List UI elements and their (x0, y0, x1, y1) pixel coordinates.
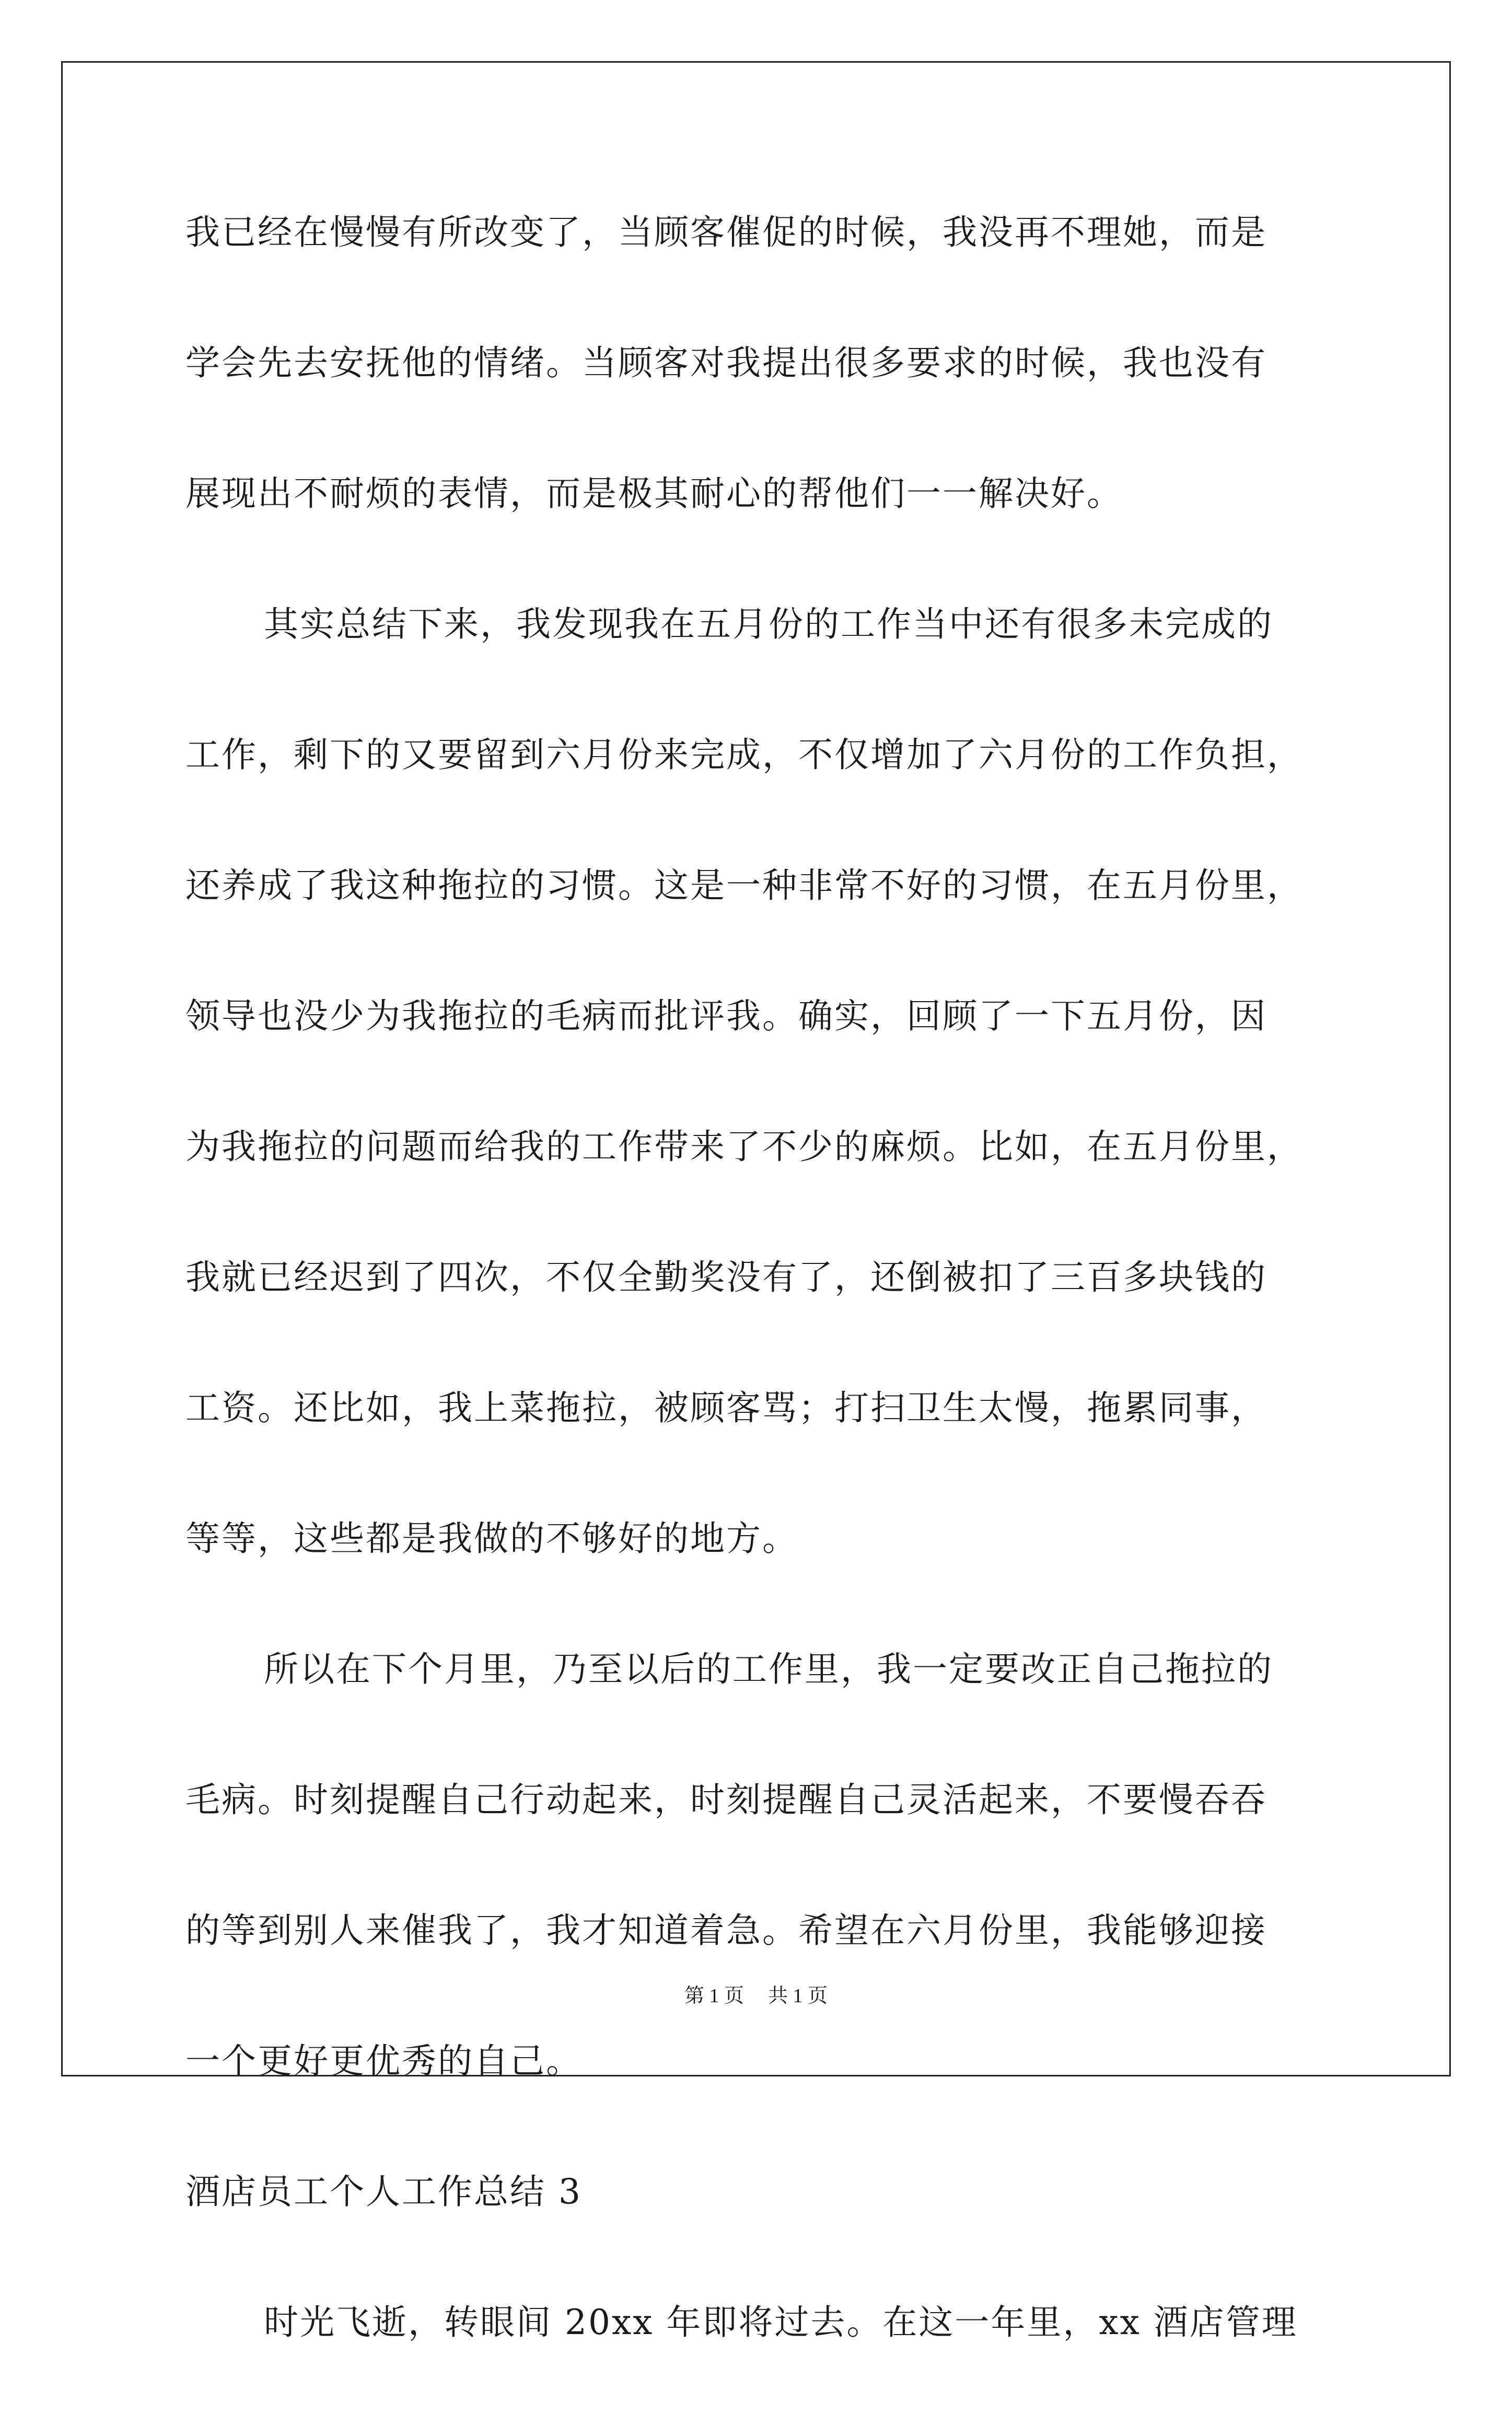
paragraph-line: 我已经在慢慢有所改变了，当顾客催促的时候，我没再不理她，而是 (185, 212, 1267, 252)
page-total: 共 1 页 (768, 1985, 828, 2007)
paragraph-line: 为我拖拉的问题而给我的工作带来了不少的麻烦。比如，在五月份里， (185, 1127, 1303, 1167)
paragraph-line: 领导也没少为我拖拉的毛病而批评我。确实，回顾了一下五月份，因 (185, 996, 1267, 1036)
paragraph-line: 毛病。时刻提醒自己行动起来，时刻提醒自己灵活起来，不要慢吞吞 (185, 1780, 1267, 1820)
paragraph-line: 一个更好更优秀的自己。 (185, 2041, 582, 2081)
paragraph-line: 还养成了我这种拖拉的习惯。这是一种非常不好的习惯，在五月份里， (185, 865, 1303, 906)
document-body (185, 193, 1345, 2414)
paragraph-line: 展现出不耐烦的表情，而是极其耐心的帮他们一一解决好。 (185, 473, 1123, 514)
paragraph-line: 学会先去安抚他的情绪。当顾客对我提出很多要求的时候，我也没有 (185, 343, 1267, 383)
page-number: 第 1 页 (684, 1985, 744, 2007)
paragraph-line: 我就已经迟到了四次，不仅全勤奖没有了，还倒被扣了三百多块钱的 (185, 1257, 1267, 1297)
paragraph-line: 的等到别人来催我了，我才知道着急。希望在六月份里，我能够迎接 (185, 1910, 1267, 1951)
paragraph-line: 工作，剩下的又要留到六月份来完成，不仅增加了六月份的工作负担， (185, 735, 1303, 775)
paragraph-line: 等等，这些都是我做的不够好的地方。 (185, 1518, 798, 1559)
page-footer (0, 1983, 1512, 2009)
paragraph-line: 时光飞逝，转眼间 20xx 年即将过去。在这一年里，xx 酒店管理 (264, 2302, 1298, 2342)
section-heading: 酒店员工个人工作总结 3 (185, 2172, 582, 2212)
paragraph-line: 工资。还比如，我上菜拖拉，被顾客骂；打扫卫生太慢，拖累同事， (185, 1388, 1267, 1428)
paragraph-line: 其实总结下来，我发现我在五月份的工作当中还有很多未完成的 (264, 604, 1273, 644)
paragraph-line: 所以在下个月里，乃至以后的工作里，我一定要改正自己拖拉的 (264, 1649, 1273, 1689)
